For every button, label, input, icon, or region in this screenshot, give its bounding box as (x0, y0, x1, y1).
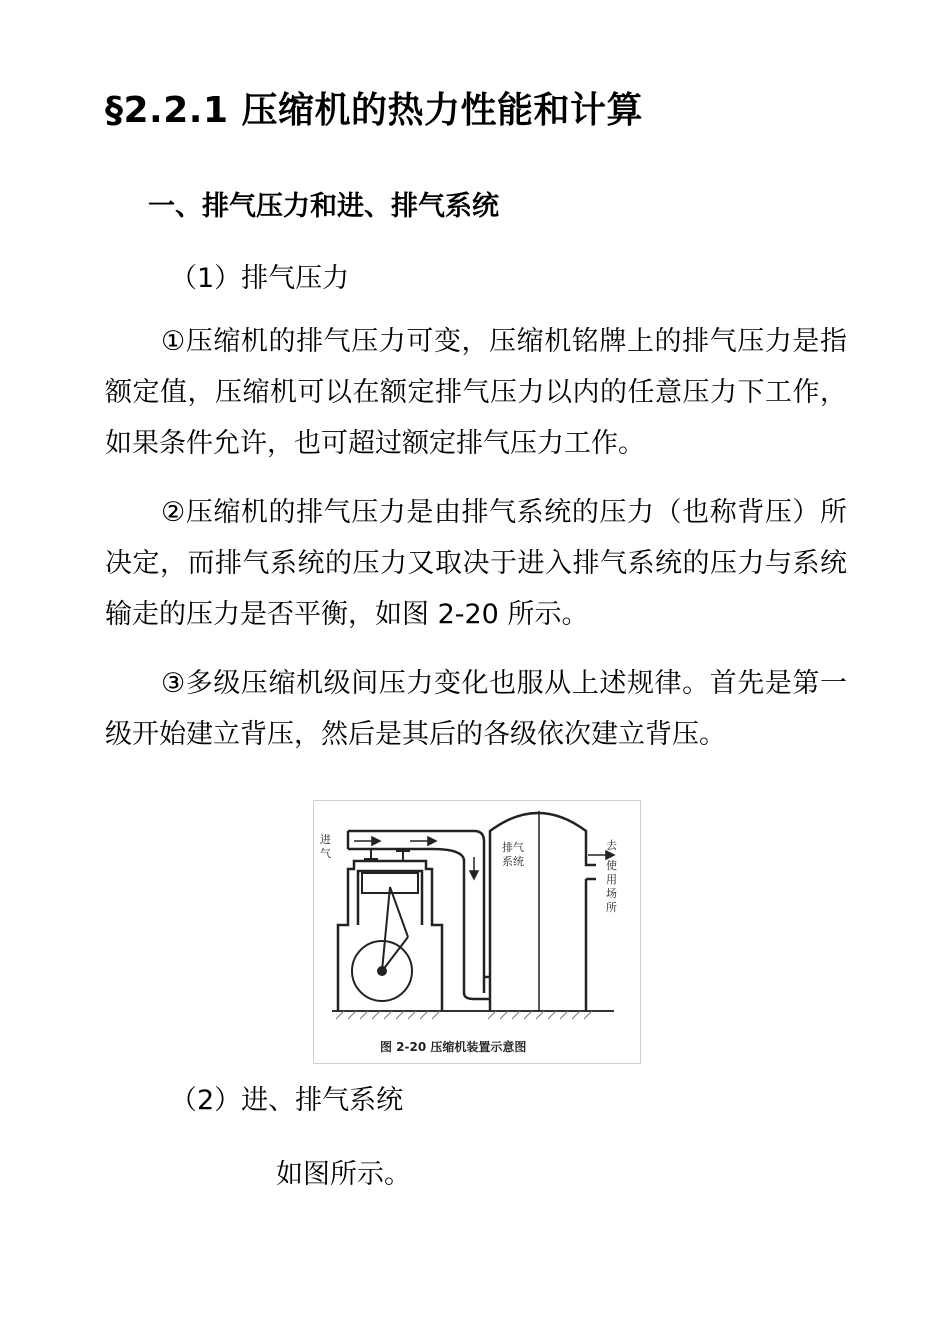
outlet-label-4: 场 (606, 887, 617, 900)
figure-caption: 图 2-20 压缩机装置示意图 (380, 1040, 527, 1054)
inlet-label-line2: 气 (320, 847, 331, 860)
outlet-label-3: 用 (606, 873, 617, 886)
compressor-diagram (314, 801, 640, 1063)
outlet-label-5: 所 (606, 901, 617, 914)
system-label-line2: 系统 (502, 855, 524, 868)
compressor-body (338, 861, 442, 1011)
section-heading: 一、排气压力和进、排气系统 (148, 191, 499, 222)
outlet-label-1: 去 (606, 839, 617, 852)
system-label-line1: 排气 (502, 841, 524, 854)
paragraph-2: ②压缩机的排气压力是由排气系统的压力（也称背压）所决定，而排气系统的压力又取决于进入排气系统的压力与系统输走的压力是否平衡，如图 2-20 所示。 (105, 497, 847, 630)
paragraph-1: ①压缩机的排气压力可变，压缩机铭牌上的排气压力是指额定值，压缩机可以在额定排气压力以内的任意压力下工作，如果条件允许，也可超过额定排气压力工作。 (105, 326, 847, 459)
intake-pipe (348, 831, 484, 993)
paragraph-4: 如图所示。 (276, 1159, 411, 1190)
inlet-label-line1: 进 (320, 833, 331, 846)
compressor-device-figure (313, 800, 641, 1064)
subsection-heading-intake-discharge-system: （2）进、排气系统 (170, 1085, 404, 1116)
subsection-heading-discharge-pressure: （1）排气压力 (170, 263, 350, 294)
paragraph-3: ③多级压缩机级间压力变化也服从上述规律。首先是第一级开始建立背压，然后是其后的各级依次建立背压。 (105, 668, 847, 750)
discharge-pipe (464, 977, 490, 999)
piston-crank (352, 873, 418, 1001)
outlet-label-2: 使 (606, 859, 617, 872)
page-title: §2.2.1 压缩机的热力性能和计算 (105, 90, 644, 131)
valves (364, 849, 410, 861)
